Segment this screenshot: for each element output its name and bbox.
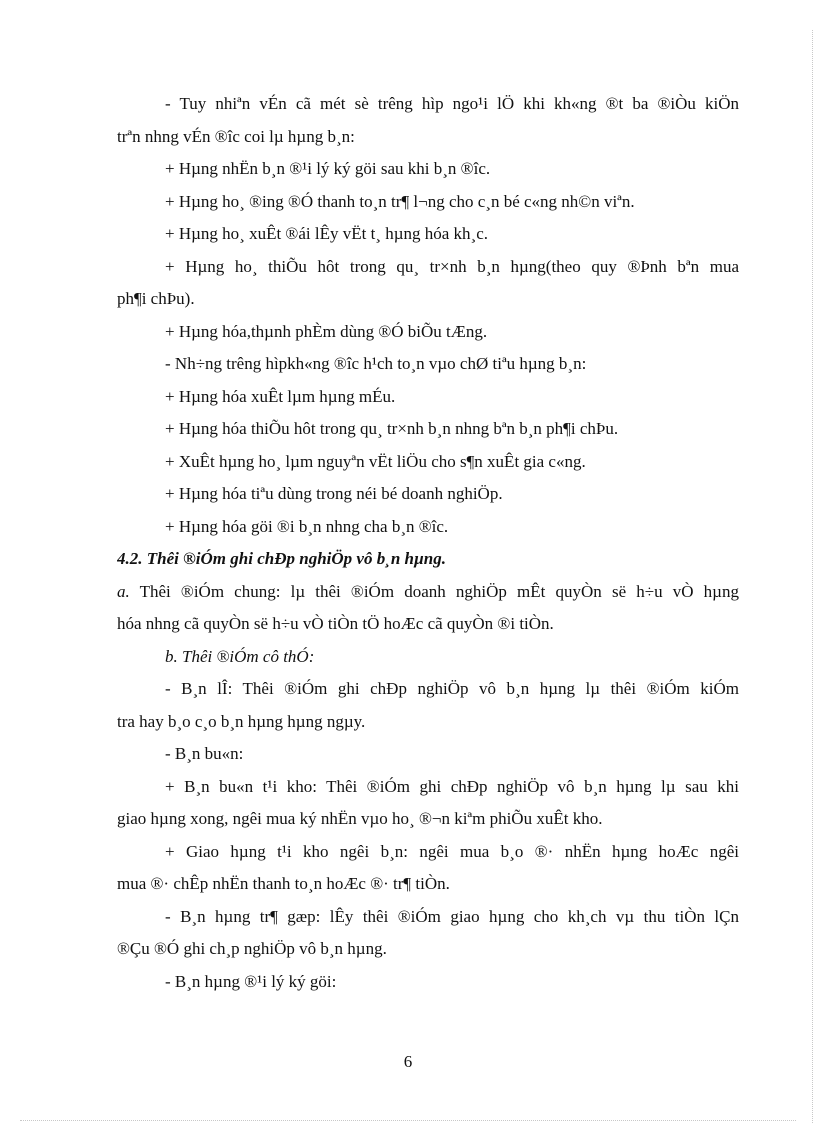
- paragraph-line: - Nh÷ng trêng hìpkh«ng ®îc h¹ch to¸n vµo chØ tiªu hµng b¸n:: [165, 354, 587, 373]
- list-item: + Giao hµng t¹i kho ngêi b¸n: ngêi mua b¸o ®· nhËn hµng hoÆc ngêi: [165, 841, 739, 861]
- page-bottom-border: [20, 1120, 796, 1121]
- subsection-title: Thêi ®iÓm cô thÓ:: [182, 646, 315, 666]
- page-right-border: [812, 30, 813, 1123]
- list-item: + Hµng hóa göi ®i b¸n nhng cha b¸n ®îc.: [165, 516, 449, 536]
- list-item: + B¸n bu«n t¹i kho: Thêi ®iÓm ghi chÐp nghiÖp vô b¸n hµng lµ sau khi: [165, 776, 739, 796]
- list-item: + XuÊt hµng ho¸ lµm nguyªn vËt liÖu cho s¶n xuÊt gia c«ng.: [165, 451, 586, 471]
- paragraph-line: ph¶i chÞu).: [117, 289, 195, 308]
- list-item: + Hµng hóa tiªu dùng trong néi bé doanh nghiÖp.: [165, 484, 503, 503]
- document-body: [117, 88, 739, 998]
- paragraph-line: giao hµng xong, ngêi mua ký nhËn vµo ho¸ ®¬n kiªm phiÕu xuÊt kho.: [117, 809, 603, 828]
- paragraph-line: ®Çu ®Ó ghi ch¸p nghiÖp vô b¸n hµng.: [117, 939, 387, 958]
- section-heading: 4.2. Thêi ®iÓm ghi chÐp nghiÖp vô b¸n hµng.: [117, 549, 447, 568]
- paragraph-line: mua ®· chÊp nhËn thanh to¸n hoÆc ®· tr¶ tiÒn.: [117, 874, 450, 893]
- paragraph-line: - B¸n hµng ®¹i lý ký göi:: [165, 971, 337, 991]
- paragraph-line: - Tuy nhiªn vÉn cã mét sè trêng hìp ngo¹i lÖ khi kh«ng ®t ba ®iÒu kiÖn: [165, 94, 739, 113]
- list-item: + Hµng hóa xuÊt lµm hµng mÉu.: [165, 386, 396, 406]
- list-item: + Hµng ho¸ thiÕu hôt trong qu¸ tr×nh b¸n hµng(theo quy ®Þnh bªn mua: [165, 256, 739, 276]
- subsection-label: a.: [117, 581, 130, 601]
- paragraph-line: [117, 641, 739, 674]
- page-number: 6: [403, 1052, 413, 1071]
- paragraph-text: Thêi ®iÓm chung: lµ thêi ®iÓm doanh nghiÖp mÊt quyÒn së h÷u vÒ hµng: [139, 581, 739, 601]
- paragraph-line: hóa nhng cã quyÒn së h÷u vÒ tiÒn tÖ hoÆc cã quyÒn ®i tiÒn.: [117, 614, 554, 633]
- paragraph-line: trªn nhng vÉn ®îc coi lµ hµng b¸n:: [117, 126, 355, 146]
- list-item: + Hµng ho¸ xuÊt ®ái lÊy vËt t¸ hµng hóa kh¸c.: [165, 224, 489, 243]
- paragraph-line: tra hay b¸o c¸o b¸n hµng hµng ngµy.: [117, 711, 366, 731]
- list-item: + Hµng ho¸ ®ing ®Ó thanh to¸n tr¶ l¬ng cho c¸n bé c«ng nh©n viªn.: [165, 191, 635, 211]
- subsection-label: b.: [165, 646, 178, 666]
- list-item: + Hµng nhËn b¸n ®¹i lý ký göi sau khi b¸n ®îc.: [165, 159, 491, 178]
- list-item: + Hµng hóa thiÕu hôt trong qu¸ tr×nh b¸n nhng bªn b¸n ph¶i chÞu.: [165, 419, 619, 438]
- paragraph-line: - B¸n bu«n:: [165, 744, 244, 763]
- paragraph-line: - B¸n hµng tr¶ gæp: lÊy thêi ®iÓm giao hµng cho kh¸ch vµ thu tiÒn lÇn: [165, 906, 739, 926]
- paragraph-line: [117, 576, 739, 609]
- paragraph-line: - B¸n lÎ: Thêi ®iÓm ghi chÐp nghiÖp vô b¸n hµng lµ thêi ®iÓm kiÓm: [165, 679, 739, 698]
- list-item: + Hµng hóa,thµnh phÈm dùng ®Ó biÕu tÆng.: [165, 321, 488, 341]
